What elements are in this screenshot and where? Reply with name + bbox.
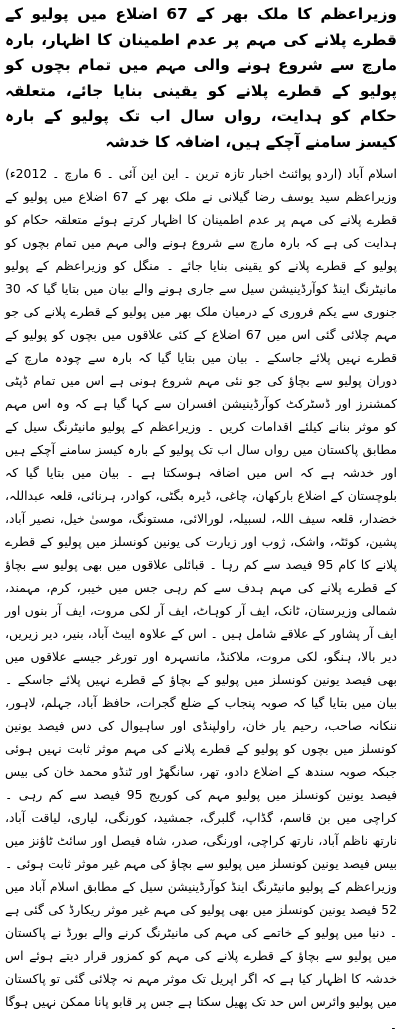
article-headline: وزیراعظم کا ملک بھر کے 67 اضلاع میں پولیو کے قطرے پلانے کی مہم پر عدم اطمینان کا اظہار، بارہ مارچ سے شروع ہونے والی مہم میں تمام بچوں کو پولیو کے قطرے پلانے کو یقینی بنایا جائے، متعلقہ حکام کو ہدایت، رواں سال اب تک پولیو کے بارہ کیسز سامنے آچکے ہیں، اضافہ کا خدشہ: [5, 5, 397, 151]
article-body: اسلام آباد (اردو پوائنٹ اخبار تازہ ترین ۔ این این آئی ۔ 6 مارچ ۔ 2012ء) وزیراعظم سید یوسف رضا گیلانی نے ملک بھر کے 67 اضلاع میں پولیو کے قطرے پلانے کی مہم پر عدم اطمینان کا اظہار کرتے ہوئے متعلقہ حکام کو ہدایت کی ہے کہ بارہ مارچ سے شروع ہونے والی مہم میں تمام بچوں کو پولیو کے قطرے پلانے کو یقینی بنایا جائے ۔ منگل کو وزیراعظم کے پولیو مانیٹرنگ اینڈ کوآرڈینیشن سیل سے جاری ہونے والے بیان میں بتایا گیا کہ 30 جنوری سے یکم فروری کے درمیان ملک بھر میں پولیو کے قطرے پلانے کی جو مہم چلائی گئی اس میں 67 اضلاع کے کئی علاقوں میں بچوں کو پولیو کے قطرے نہیں پلائے جاسکے ۔ بیان میں بتایا گیا کہ بارہ سے چودہ مارچ کے دوران پولیو سے بچاؤ کی جو نئی مہم شروع ہونی ہے اس میں تمام ڈپٹی کمشنرز اور ڈسٹرکٹ کوآرڈینیشن افسران سے کہا گیا ہے کہ وہ اس مہم کو موثر بنانے کیلئے اقدامات کریں ۔ وزیراعظم کے پولیو مانیٹرنگ سیل کے مطابق پاکستان میں رواں سال اب تک پولیو کے بارہ کیسز سامنے آچکے ہیں اور خدشہ ہے کہ اس میں اضافہ ہوسکتا ہے ۔ بیان میں بتایا گیا کہ بلوچستان کے اضلاع بارکھان، چاغی، ڈیرہ بگٹی، کوادر، ہرنائی، قلعہ عبداللہ، خضدار، قلعہ سیف اللہ، لسبیلہ، لورالائی، مستونگ، موسیٰ خیل، نصیر آباد، پشین، کوئٹہ، واشک، ژوب اور زیارت کی یونین کونسلز میں پولیو کے قطرے پلانے کا کام 95 فیصد سے کم رہا ۔ قبائلی علاقوں میں بھی پولیو سے بچاؤ کے قطرے پلانے کی مہم ہدف سے کم رہی جس میں خیبر، کرم، مہمند، شمالی وزیرستان، ٹانک، ایف آر کوہاٹ، ایف آر لکی مروت، ایف آر بنوں اور ایف آر پشاور کے علاقے شامل ہیں ۔ اس کے علاوہ ایبٹ آباد، بنیر، دیر زیریں، دیر بالا، ہنگو، لکی مروت، ملاکنڈ، مانسہرہ اور تورغر جیسے علاقوں میں بھی فیصد یونین کونسلز میں پولیو کے بچاؤ کے قطرے نہیں پلائے جاسکے ۔ بیان میں بتایا گیا کہ صوبہ پنجاب کے ضلع گجرات، حافظ آباد، جہلم، لاہور، ننکانہ صاحب، رحیم یار خان، راولپنڈی اور ساہیوال کی دس فیصد یونین کونسلز میں بچوں کو پولیو کے قطرے پلانے کی مہم موثر ثابت نہیں ہوئی جبکہ صوبہ سندھ کے اضلاع دادو، تھر، سانگھڑ اور ٹنڈو محمد خان کی بیس فیصد یونین کونسلز میں پولیو مہم کی کوریج 95 فیصد سے کم رہی ۔ کراچی میں بن قاسم، گڈاپ، گلبرگ، جمشید، کورنگی، لیاری، لیاقت آباد، نارتھ ناظم آباد، نارتھ کراچی، اورنگی، صدر، شاہ فیصل اور سائٹ ٹاؤنز میں بیس فیصد یونین کونسلز میں پولیو سے بچاؤ کی مہم غیر موثر ثابت ہوئی ۔ وزیراعظم کے پولیو مانیٹرنگ اینڈ کوآرڈینیشن سیل کے مطابق اسلام آباد میں 52 فیصد یونین کونسلز میں بھی پولیو کی مہم غیر موثر ریکارڈ کی گئی ہے ۔ دنیا میں پولیو کے خاتمے کی مہم کی مانیٹرنگ کرنے والے بورڈ نے پاکستان میں پولیو سے بچاؤ کے قطرے پلانے کی مہم کو کمزور قرار دیتے ہوئے اس خدشہ کا اظہار کیا ہے کہ اگر اپریل تک موثر مہم نہ چلائی گئی تو پاکستان میں پولیو وائرس اس حد تک پھیل سکتا ہے جس پر قابو پانا ممکن نہیں ہوگا ۔: [5, 165, 397, 1032]
